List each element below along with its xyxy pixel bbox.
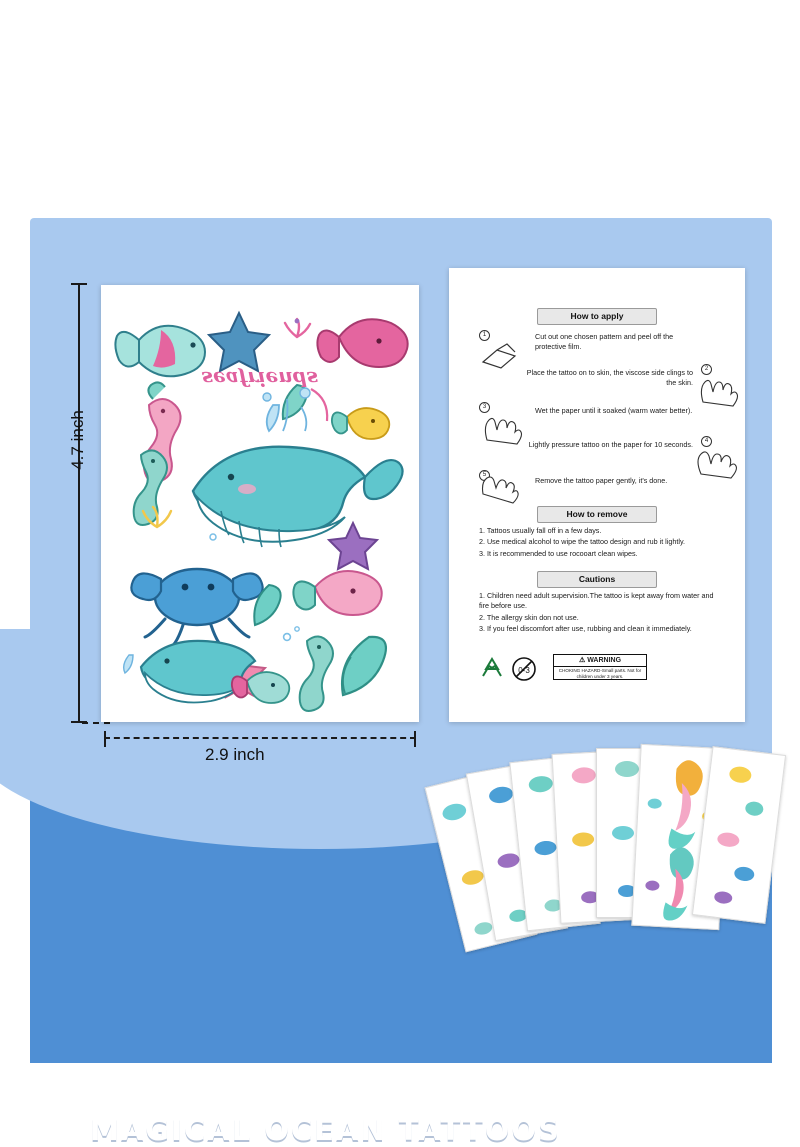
how-to-apply-heading: How to apply [537, 308, 657, 325]
caution-item: 1. Children need adult supervision.The tattoo is kept away from water and fire before use. [479, 591, 714, 611]
height-dimension-line [78, 283, 80, 723]
warning-title [554, 655, 646, 667]
remove-step: 1. Tattoos usually fall off in a few days. [479, 526, 602, 535]
how-to-remove-heading: How to remove [537, 506, 657, 523]
step-4-text: Lightly pressure tattoo on the paper for 10 seconds. [528, 440, 693, 449]
step-2-text: Place the tattoo on to skin, the viscose side clings to the skin. [526, 368, 693, 387]
warning-body: CHOKING HAZARD-Small parts. Not for children under 3 years. [558, 668, 642, 680]
fish-icon-pink-mid [293, 571, 381, 615]
starfish-icon-top [209, 313, 269, 371]
step-2-illustration [693, 376, 739, 406]
fish-icon-yellow [332, 408, 389, 439]
warning-box [553, 654, 647, 680]
caution-item: 2. The allergy skin don not use. [479, 612, 579, 622]
step-4-illustration [689, 448, 739, 478]
step-number-5: 5 [479, 470, 490, 481]
step-3-illustration [475, 414, 521, 444]
crab-icon [131, 569, 262, 647]
svg-text:0-3: 0-3 [518, 666, 530, 675]
seahorse-icon-second [134, 450, 167, 525]
recycle-icon [479, 656, 505, 682]
fish-icon-topleft [115, 326, 205, 377]
width-dimension-line [104, 737, 416, 739]
step-number-1: 1 [479, 330, 490, 341]
seahorse-icon-bottom [300, 636, 333, 711]
fish-icon-bottom-small [232, 672, 289, 703]
cautions-list [479, 591, 719, 636]
step-3-text: Wet the paper until it soaked (warm water better). [535, 406, 693, 415]
age-restriction-icon [511, 656, 537, 682]
height-dimension-label: 4.7 inch [67, 410, 87, 470]
width-dimension-label: 2.9 inch [205, 745, 265, 764]
step-1-illustration [477, 342, 521, 370]
remove-step: 3. It is recommended to use rocooart clean wipes. [479, 548, 638, 558]
step-number-2: 2 [701, 364, 712, 375]
instruction-sheet [449, 268, 745, 722]
step-5-text: Remove the tattoo paper gently, it's done. [535, 476, 668, 485]
step-1-text: Cut out one chosen pattern and peel off the protective film. [535, 332, 674, 351]
coral-icon-top [285, 319, 310, 337]
seaweed-icon-large [342, 637, 386, 695]
cautions-heading: Cautions [537, 571, 657, 588]
step-number-4: 4 [701, 436, 712, 447]
whale-icon [193, 447, 403, 547]
product-title: MAGICAL OCEAN TATTOOS [90, 1113, 561, 1147]
step-5-illustration [475, 474, 525, 500]
width-dimension-cap-left [104, 731, 106, 747]
tattoo-artwork [101, 285, 419, 722]
caution-item: 3. If you feel discomfort after use, rubbing and clean it immediately. [479, 624, 692, 634]
height-dimension-tick [82, 722, 110, 724]
fanned-sheets-group [440, 742, 760, 942]
width-dimension-cap-right [414, 731, 416, 747]
warning-label: WARNING [587, 657, 622, 664]
step-number-3: 3 [479, 402, 490, 413]
warning-triangle-icon: ⚠ [578, 657, 586, 664]
starfish-icon-purple [329, 523, 377, 569]
brand-wordmark: seafriends [201, 367, 319, 391]
fish-icon-topright [317, 319, 407, 367]
tattoo-sheet-front [101, 285, 419, 722]
remove-step: 2. Use medical alcohol to wipe the tattoo design and rub it lightly. [479, 537, 686, 547]
how-to-remove-list [479, 526, 709, 560]
